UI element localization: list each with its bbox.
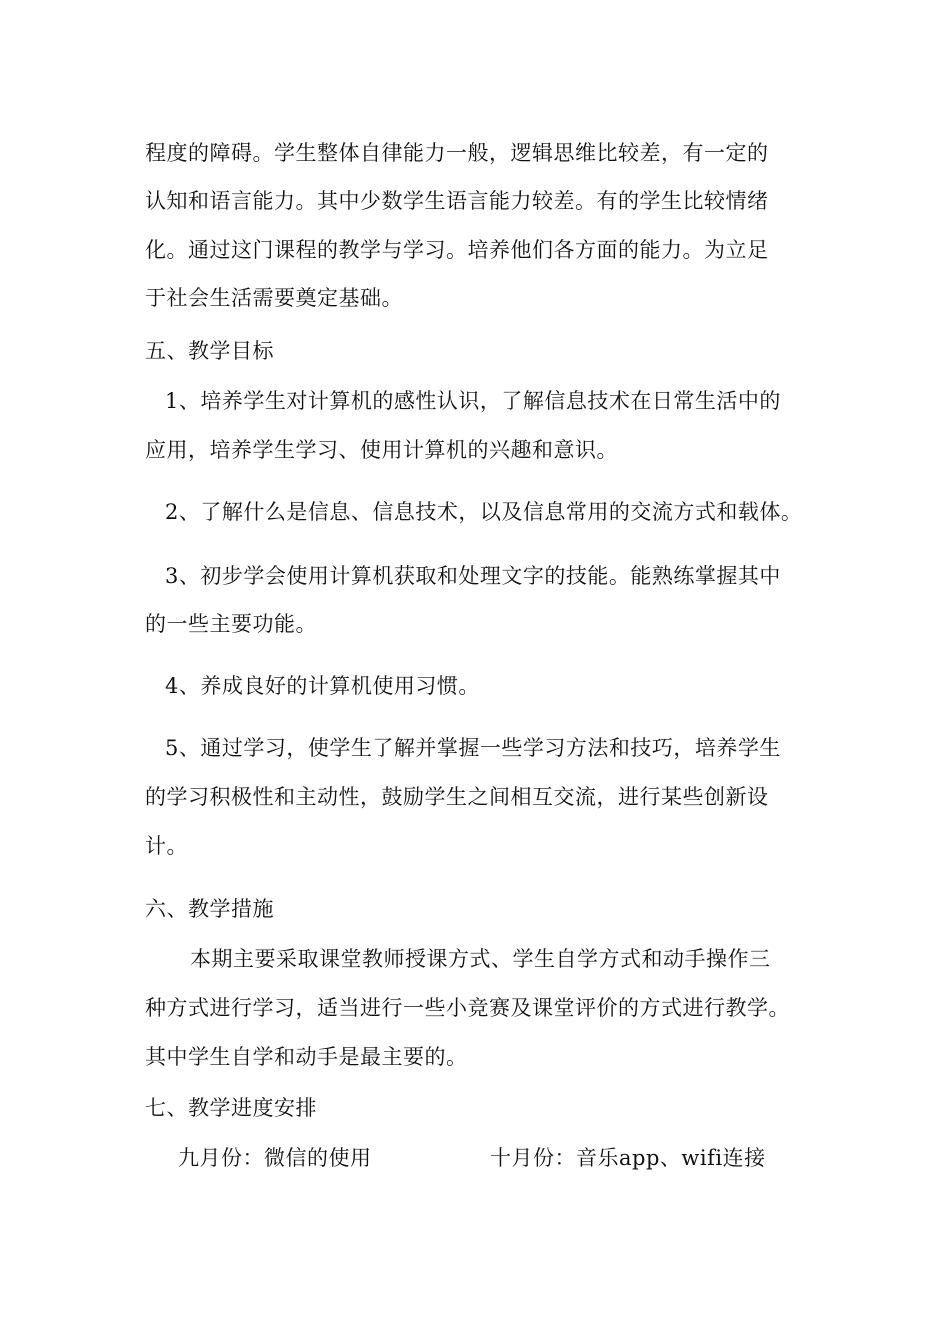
- section-heading-measures: 六、教学措施: [145, 897, 274, 921]
- paragraph-line: 化。通过这门课程的教学与学习。培养他们各方面的能力。为立足: [145, 238, 769, 262]
- goal-3-line-2: 的一些主要功能。: [145, 612, 317, 636]
- measures-line-1: 本期主要采取课堂教师授课方式、学生自学方式和动手操作三: [190, 947, 771, 971]
- section-heading-goals: 五、教学目标: [145, 339, 274, 363]
- goal-2-line-1: 2、了解什么是信息、信息技术，以及信息常用的交流方式和载体。: [165, 500, 803, 524]
- goal-1-line-1: 1、培养学生对计算机的感性认识，了解信息技术在日常生活中的: [165, 389, 781, 413]
- schedule-september: 九月份：微信的使用: [178, 1146, 372, 1170]
- goal-4-line-1: 4、养成良好的计算机使用习惯。: [165, 674, 480, 698]
- goal-5-line-1: 5、通过学习，使学生了解并掌握一些学习方法和技巧，培养学生: [165, 736, 781, 760]
- measures-line-3: 其中学生自学和动手是最主要的。: [145, 1045, 468, 1069]
- schedule-october: 十月份：音乐app、wifi连接: [490, 1146, 766, 1170]
- paragraph-line: 认知和语言能力。其中少数学生语言能力较差。有的学生比较情绪: [145, 189, 769, 213]
- goal-1-line-2: 应用，培养学生学习、使用计算机的兴趣和意识。: [145, 438, 618, 462]
- goal-5-line-2: 的学习积极性和主动性，鼓励学生之间相互交流，进行某些创新设: [145, 785, 769, 809]
- goal-3-line-1: 3、初步学会使用计算机获取和处理文字的技能。能熟练掌握其中: [165, 564, 781, 588]
- goal-5-line-3: 计。: [145, 834, 188, 858]
- measures-line-2: 种方式进行学习，适当进行一些小竞赛及课堂评价的方式进行教学。: [145, 996, 790, 1020]
- section-heading-schedule: 七、教学进度安排: [145, 1096, 317, 1120]
- paragraph-line: 于社会生活需要奠定基础。: [145, 286, 403, 310]
- paragraph-line: 程度的障碍。学生整体自律能力一般，逻辑思维比较差，有一定的: [145, 141, 769, 165]
